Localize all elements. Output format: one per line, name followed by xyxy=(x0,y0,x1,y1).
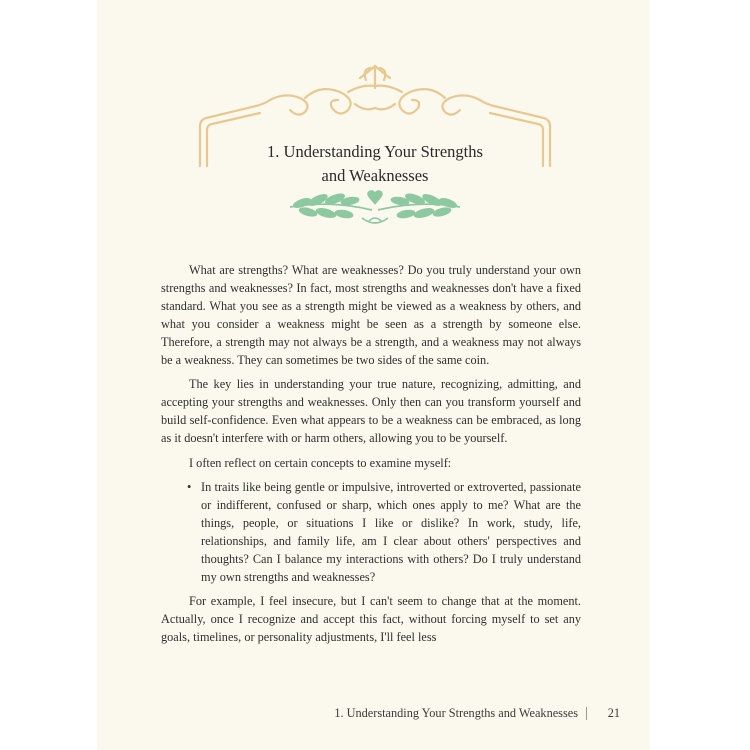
body-paragraph: What are strengths? What are weaknesses? Do you truly understand your own strengths and weaknesses? In fact, most strengths and weaknesses don't have a fixed standard. What you see as a strength might be viewed as a weakness by others, and what you consider a weakness might be seen as a strength by someone else. Therefore, a strength may not always be a strength, and a weakness may not always be a weakness. They can sometimes be two sides of the same coin. xyxy=(161,263,581,367)
chapter-title xyxy=(230,140,520,188)
list-item-text: In traits like being gentle or impulsive, introverted or extroverted, passionate or indifferent, confused or sharp, which ones apply to me? What are the things, people, or situations I like or dislike? In work, study, life, relationships, and family life, am I clear about others' perspectives and thoughts? Can I balance my interactions with others? Do I truly understand my own strengths and weaknesses? xyxy=(201,479,581,584)
chapter-body xyxy=(161,262,581,654)
body-paragraph: The key lies in understanding your true nature, recognizing, admitting, and accepting your strengths and weaknesses. Only then can you transform yourself and build self-confidence. Even what appears to be a weakness can be embraced, as long as it doesn't interfere with or harm others, allowing you to be yourself. xyxy=(161,377,581,446)
list-intro-paragraph: I often reflect on certain concepts to examine myself: xyxy=(189,456,452,471)
reflection-list xyxy=(161,479,581,586)
footer-divider xyxy=(586,707,587,720)
body-paragraph: For example, I feel insecure, but I can't seem to change that at the moment. Actually, once I recognize and accept this fact, without forcing myself to set any goals, timelines, or personality adjustments, I'll feel less xyxy=(161,594,581,645)
running-head: 1. Understanding Your Strengths and Weaknesses xyxy=(334,706,578,720)
chapter-title-line-1: 1. Understanding Your Strengths xyxy=(267,142,483,161)
bullet-icon: • xyxy=(187,479,192,494)
list-item xyxy=(187,479,581,586)
page-number: 21 xyxy=(607,706,620,720)
chapter-title-line-2: and Weaknesses xyxy=(321,166,429,185)
